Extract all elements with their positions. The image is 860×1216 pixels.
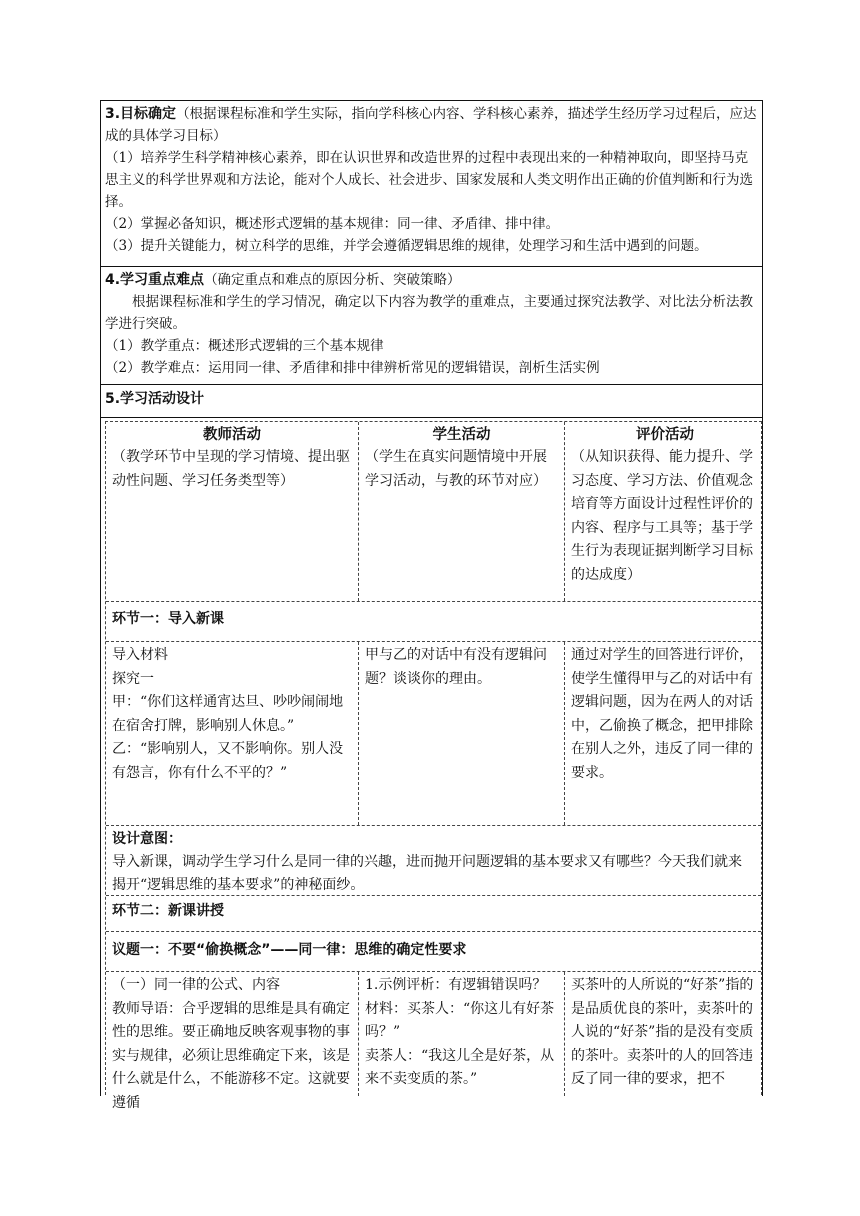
header-teacher	[106, 422, 359, 601]
stage2-topic-row	[106, 932, 761, 972]
header-evaluation-desc: （从知识获得、能力提升、学习态度、学习方法、价值观念培育等方面设计过程性评价的内容、程序与工具等；基于学生行为表现证据判断学习目标的达成度）	[571, 449, 753, 583]
key-point-item-2: （2）教学难点：运用同一律、矛盾律和排中律辨析常见的逻辑错误，剖析生活实例	[105, 360, 600, 376]
section-goals-heading	[105, 103, 758, 147]
stage2-teacher: （一）同一律的公式、内容 教师导语：合乎逻辑的思维是具有确定性的思维。要正确地反映客观事物的事实与规律，必须让思维确定下来，该是什么就是什么，不能游移不定。这就要遵循	[106, 972, 359, 1096]
section-key-points-heading	[105, 269, 758, 291]
header-teacher-desc: （教学环节中呈现的学习情境、提出驱动性问题、学习任务类型等）	[112, 449, 350, 489]
activities-table	[105, 421, 762, 1111]
key-points-intro: 根据课程标准和学生的学习情况，确定以下内容为教学的重难点，主要通过探究法教学、对比法分析法教学进行突破。	[105, 294, 753, 332]
stage2-evaluation: 买茶叶的人所说的“好茶”指的是品质优良的茶叶，卖茶叶的人说的“好茶”指的是没有变质的茶叶。卖茶叶的人的回答违反了同一律的要求，把不	[571, 977, 754, 1087]
section-activities-title: 5.学习活动设计	[105, 391, 205, 407]
stage2-topic: 议题一：不要“偷换概念”——同一律：思维的确定性要求	[112, 942, 467, 958]
section-key-points	[101, 267, 762, 385]
lesson-plan-sheet	[100, 100, 763, 1111]
table-header-row	[106, 422, 761, 602]
goal-item-2: （2）掌握必备知识，概述形式逻辑的基本规律：同一律、矛盾律、排中律。	[105, 216, 560, 232]
stage2-student: 1.示例评析：有逻辑错误吗？ 材料：买茶人：“你这儿有好茶吗？” 卖茶人：“我这儿全是好茶，从来不卖变质的茶。”	[359, 972, 565, 1096]
stage1-student: 甲与乙的对话中有没有逻辑问题？谈谈你的理由。	[359, 642, 565, 825]
goal-item-1: （1）培养学生科学精神核心素养，即在认识世界和改造世界的过程中表现出来的一种精神取向，即坚持马克思主义的科学世界观和方法论，能对个人成长、社会进步、国家发展和人类文明作出正确的价值判断和行为选择。	[105, 150, 753, 210]
design-intent	[106, 826, 761, 895]
stage1-design-row	[106, 826, 761, 896]
stage1-content-row	[106, 642, 761, 826]
section-goals	[101, 101, 762, 267]
header-student	[359, 422, 565, 601]
design-intent-text: 导入新课，调动学生学习什么是同一律的兴趣，进而抛开问题逻辑的基本要求又有哪些？今天我们就来揭开“逻辑思维的基本要求”的神秘面纱。	[112, 854, 742, 893]
stage1-evaluation: 通过对学生的回答进行评价，使学生懂得甲与乙的对话中有逻辑问题，因为在两人的对话中，乙偷换了概念，把甲排除在别人之外，违反了同一律的要求。	[571, 647, 753, 781]
header-student-title: 学生活动	[432, 427, 491, 443]
stage2-content-row	[106, 972, 761, 1111]
key-point-item-1: （1）教学重点：概述形式逻辑的三个基本规律	[105, 338, 384, 354]
section-key-points-note: （确定重点和难点的原因分析、突破策略）	[204, 272, 461, 288]
section-key-points-title: 4.学习重点难点	[105, 272, 205, 288]
header-evaluation-title: 评价活动	[636, 427, 694, 443]
header-student-desc: （学生在真实问题情境中开展学习活动，与教的环节对应）	[365, 449, 547, 489]
section-goals-title: 3.目标确定	[105, 106, 177, 122]
section-goals-note: （根据课程标准和学生实际，指向学科核心内容、学科核心素养，描述学生经历学习过程后，应达成的具体学习目标）	[105, 106, 757, 144]
divider	[101, 417, 762, 418]
header-teacher-title: 教师活动	[203, 427, 261, 443]
stage1-teacher: 导入材料 探究一 甲：“你们这样通宵达旦、吵吵闹闹地在宿舍打牌，影响别人休息。” 乙：“影响别人，又不影响你。别人没有怨言，你有什么不平的？”	[106, 642, 359, 825]
header-evaluation	[565, 422, 765, 601]
stage2-title: 环节二：新课讲授	[112, 903, 224, 919]
stage2-title-row	[106, 896, 761, 932]
goal-item-3: （3）提升关键能力，树立科学的思维，并学会遵循逻辑思维的规律，处理学习和生活中遇到的问题。	[105, 238, 708, 254]
stage1-title: 环节一：导入新课	[112, 611, 224, 627]
section-activities	[101, 385, 762, 1111]
stage1-title-row	[106, 602, 761, 642]
design-intent-title: 设计意图：	[112, 831, 182, 847]
